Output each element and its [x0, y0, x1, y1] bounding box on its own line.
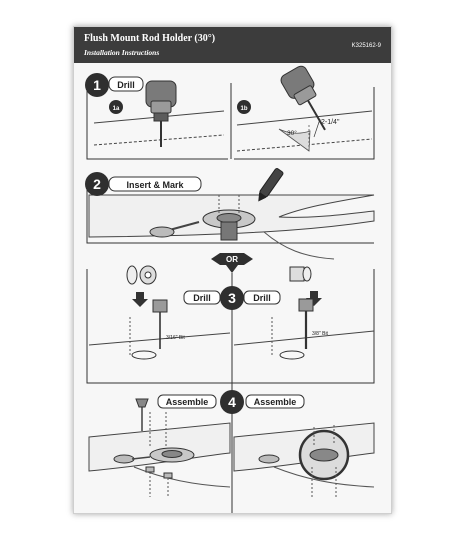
svg-text:2: 2: [93, 176, 101, 192]
rod-holder-cap: [150, 227, 174, 237]
arrow-left-icon: [211, 253, 220, 265]
depth-label: 2-1/4": [321, 119, 340, 126]
instruction-artwork: [74, 27, 391, 513]
step-4-left-label: Assemble: [165, 397, 209, 407]
substep-1b: 1b: [240, 106, 248, 112]
svg-text:1: 1: [93, 77, 101, 93]
or-label: OR: [226, 255, 238, 264]
arrow-right-icon: [244, 253, 253, 265]
bit-size-left: 3/16" Bit: [166, 335, 185, 341]
arrow-down-icon: [226, 265, 238, 273]
step-2-label: Insert & Mark: [126, 180, 184, 190]
angle-label: 30°: [287, 130, 297, 137]
page-title: Flush Mount Rod Holder (30°): [84, 33, 216, 44]
washer-icon: [127, 266, 137, 284]
drill-bit-right-icon: [299, 299, 313, 349]
step-2-panel: [85, 168, 374, 259]
drill-icon: [146, 81, 176, 147]
step-4-right-label: Assemble: [253, 397, 297, 407]
step-1-label: Drill: [117, 80, 135, 90]
page-subtitle: Installation Instructions: [84, 48, 160, 57]
svg-text:3: 3: [228, 290, 236, 306]
step-3-left-label: Drill: [193, 293, 211, 303]
svg-text:4: 4: [228, 394, 236, 410]
drill-bit-left-icon: [153, 300, 167, 349]
bit-size-right: 3/8" Bit: [312, 331, 328, 337]
bushing-icon: [290, 267, 304, 281]
step-3-right-label: Drill: [253, 293, 271, 303]
step-1-panel: [85, 64, 374, 159]
arrow-down-icon: [132, 292, 148, 307]
screw-icon: [136, 399, 148, 431]
part-number: K325162-9: [351, 43, 381, 49]
substep-1a: 1a: [112, 106, 120, 112]
or-divider: [211, 253, 253, 273]
instruction-sheet: [73, 26, 392, 514]
